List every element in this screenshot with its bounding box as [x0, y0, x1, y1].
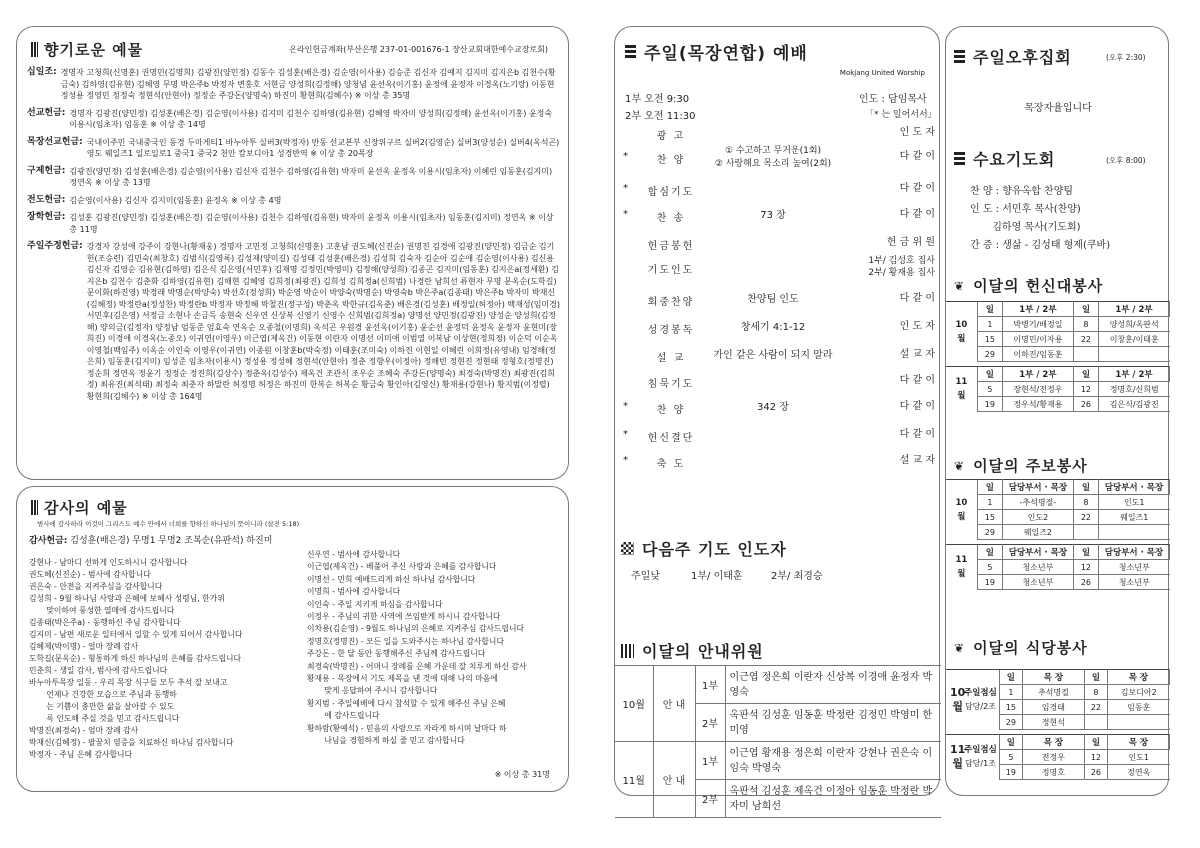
offering-names: 경명자 김광진(양민정) 김성훈(배은경) 김순영(이사용) 김지미 김천수 김하영(김유현) 김혜영 박자미 양성희(김정해) 윤선옥(이기홍) 윤정숙 이용시(임초자) 임동훈 ※ 이상 총 14명	[69, 108, 553, 129]
order-who: 다 같 이	[899, 151, 935, 162]
order-row	[615, 127, 941, 141]
offering-names: 김광진(양민정) 김성훈(배은경) 김순영(이사용) 김신자 김천수 김하영(김유현) 박자미 윤선옥 윤정옥 이용시(임초자) 이혜린 임동훈(김지미) 정연옥 ※ 이상 총 13명	[69, 166, 553, 187]
offerings-title: 향기로운 예물	[31, 39, 143, 60]
offering-names: 김성훈 김광진(양민정) 김성훈(배은경) 김순영(이사용) 김천수 김하영(김유현) 박자미 윤정옥 이용시(임초자) 임동훈(김지미) 정연옥 ※ 이상 총 11명	[69, 213, 554, 234]
meal-month: 11 월	[950, 743, 966, 771]
service-header-cell: 일	[977, 480, 1002, 495]
order-content: 342 장	[757, 402, 789, 413]
order-row	[615, 401, 941, 415]
offering-label: 주일주정헌금:	[27, 241, 83, 251]
service-day: 8	[1073, 495, 1098, 510]
thanks-line: 정명호(정명진) - 모든 일을 도와주시는 하나님 감사합니다	[307, 636, 504, 646]
thanks-total: ※ 이상 총 31명	[494, 770, 550, 779]
meal-sub: 담당/2조	[964, 701, 996, 711]
service-day: 22	[1084, 700, 1107, 715]
guide-names: 이근엽 황재용 정은희 이란자 강현나 권은숙 이임숙 박영숙	[725, 742, 941, 780]
thanks-line: 박정자 - 주님 은혜 감사합니다	[29, 750, 133, 759]
service-table	[946, 301, 1170, 362]
thanks-line: 김혜제(박이명) - 얼마 장례 감사	[29, 642, 139, 651]
order-item: 축 도	[656, 459, 686, 470]
order-who: 다 같 이	[899, 183, 935, 194]
square-bars-icon	[954, 152, 965, 165]
service-name: 정명호	[1022, 765, 1084, 780]
offering-row	[27, 212, 560, 235]
offering-label: 전도헌금:	[27, 194, 66, 205]
order-who: 다 같 이	[899, 429, 935, 440]
service-name	[1107, 715, 1169, 730]
order-row	[615, 183, 941, 197]
order-who: 인 도 자	[899, 321, 935, 332]
thanks-line: 김종태(박은주a) - 동행하신 주님 감사합니다	[29, 618, 181, 627]
guide-part: 1부	[695, 666, 725, 704]
service-row	[946, 560, 1170, 575]
service-day: 5	[999, 750, 1022, 765]
thanks-donors: 감사헌금: 김성훈(배은경) 무명1 무명2 조복순(유판석) 하진미	[29, 536, 273, 546]
worship-subtitle: Mokjang United Worship	[839, 69, 925, 77]
square-bars-icon	[625, 45, 636, 58]
order-who: 다 같 이	[899, 375, 935, 386]
offering-names: 경명자 고청희(신명훈) 권명민(김명희) 김광진(양민정) 김동수 김성훈(배은경) 김순영(이사용) 김승준 김신자 김예지 김지미 김지은b 김천수(황금숙) 김하영(김유현) 김혜영 무명 박은주b 박정자 변홍호 서현금 양성희(김정해) 양청념 윤선옥(이기홍) 윤정애 윤정자 이경옥(노기랑) 이동현 정성용 정영민 정정숙 정현석(안현아) 정정순 주강돈(양명숙) 하진미 황현희(김혜수) ※ 이상 총 35명	[60, 68, 556, 100]
afternoon-note: 목장자율입니다	[1024, 103, 1092, 114]
order-who: 설 교 자	[899, 455, 935, 466]
offering-row	[27, 67, 560, 102]
thanks-line: 권은숙 - 안전을 지켜주심을 감사합니다	[29, 582, 163, 591]
right-panel	[945, 26, 1169, 796]
meal-title: ❦ 이달의 식당봉사	[954, 639, 1088, 657]
thanks-line: 황재용 - 목장에서 기도 제목을 낸 것에 대해 나의 마음에	[307, 674, 498, 684]
meal-tables	[946, 669, 1170, 784]
service-day: 15	[977, 510, 1002, 525]
offering-label: 목장선교헌금:	[27, 136, 83, 147]
guide-names: 옥판석 김성훈 임동훈 박정란 김정민 박영미 한미영	[725, 704, 941, 742]
service-day: 15	[999, 700, 1022, 715]
service-header-cell: 1부 / 2부	[1098, 302, 1169, 317]
order-who: 다 같 이	[899, 209, 935, 220]
service-day: 1	[977, 495, 1002, 510]
order-who: 헌 금 위 원	[886, 237, 935, 248]
service-day: 29	[977, 347, 1002, 362]
guide-month: 11월	[615, 742, 653, 818]
order-item: 찬 양	[656, 155, 686, 166]
order-row	[615, 293, 941, 307]
service-name: 정연옥	[1107, 765, 1169, 780]
thanks-line: 최경숙(박명진) - 어머니 장례를 은혜 가운데 잘 치루게 하신 감사	[307, 661, 527, 671]
order-item: 침묵기도	[647, 379, 695, 390]
service-header-cell: 담당부서 · 목장	[1098, 480, 1169, 495]
service-header-blank: 10 월	[946, 302, 977, 362]
service-name: 청소년부	[1098, 560, 1169, 575]
order-star: *	[623, 209, 628, 220]
order-content: 가인 같은 사람이 되지 말라	[713, 350, 833, 361]
clover-icon: ❦	[954, 458, 966, 473]
guide-month: 10월	[615, 666, 653, 742]
service-day: 12	[1084, 750, 1107, 765]
service-header-cell: 일	[977, 367, 1002, 382]
order-content: 찬양팀 인도	[747, 294, 799, 305]
offering-row	[27, 166, 560, 189]
service-header-cell: 목 장	[1107, 670, 1169, 685]
service-name: 김은식/김광진	[1098, 397, 1169, 412]
order-item: 기도인도	[647, 265, 695, 276]
service-header-blank	[946, 735, 999, 780]
service-day: 26	[1084, 765, 1107, 780]
service-name: 웨일즈2	[1002, 525, 1073, 540]
service-name: 정현석	[1022, 715, 1084, 730]
service-header	[946, 670, 1170, 685]
thanks-line: 박재신(김혜정) - 팔꿈치 염증을 치료하신 하나님 감사합니다	[29, 738, 234, 747]
guide-names: 옥판석 김성훈 제옥건 이정아 임동훈 박정란 박자미 남희선	[725, 780, 941, 818]
service-row	[946, 347, 1170, 362]
service-name: 이명민/이자용	[1002, 332, 1073, 347]
service-header-cell: 일	[999, 670, 1022, 685]
service-name: 청소년부	[1098, 575, 1169, 590]
afternoon-title: 주일오후집회	[954, 45, 1072, 68]
next-first: 1부/ 이태훈	[691, 571, 743, 582]
service-row	[946, 332, 1170, 347]
service-name: 전정우	[1022, 750, 1084, 765]
service-name	[1098, 525, 1169, 540]
order-item: 합심기도	[647, 187, 695, 198]
service-table	[946, 544, 1170, 590]
order-who: 설 교 자	[899, 349, 935, 360]
meal-label: 주일점심	[964, 745, 997, 756]
service-header	[946, 480, 1170, 495]
time-first: 1부 오전 9:30	[625, 94, 690, 105]
volunteer-title: ❦ 이달의 헌신대봉사	[954, 277, 1104, 295]
thanks-line: 언제나 건강한 모습으로 주님과 동행하	[29, 690, 177, 699]
service-row	[946, 382, 1170, 397]
time-second: 2부 오전 11:30	[625, 111, 696, 122]
order-who: 1부/ 김성호 집사 2부/ 황재용 집사	[868, 256, 935, 278]
worship-panel	[614, 26, 940, 812]
service-header-cell: 목 장	[1107, 735, 1169, 750]
thanks-line: 강현나 - 남마디 선하게 인도하시니 감사합니다	[29, 558, 188, 567]
order-row	[615, 349, 941, 363]
service-header	[946, 545, 1170, 560]
service-row	[946, 495, 1170, 510]
thanks-line: 에 감사드립니다	[307, 711, 380, 721]
offering-names: 강경자 강성애 강주이 강현나(황재웅) 경명자 고민정 고청희(신명훈) 고훈남 권도혜(신진순) 권명진 김경애 김광진(양민정) 김금순 김기헌(조승련) 김민숙(최창호) 김범식(김영록) 김성재(양미길) 김성태 김성훈(배은경) 김성희 김숙자 김순아 김순애 김순영(이사용) 김신용 김신자 김영순 김유현(김하영) 김은식 김은영(서민후) 김재명 김정민(박영미) 김정해(양성희) 김종곤 김지미(임동훈) 김지은a(정세환) 김지은b 김천수 김춘화 김하영(김유현) 김해현 김혜영 김희정(최광진) 김희성 김희정a(신희범) 나경란 남희선 류현자 무명 문옥순(도학길) 문이화(하진영) 박경래 박명순(박양숙) 박선호(정성희) 박순영 박순이 박양숙(박명순) 박영숙b 박은주a(김종태) 박은주b 박자미 박재신(김혜정) 박정란a(정성찬) 박정란b 박정자 박정혜 박철진(정구성) 박춘옥 박한규(김옥춘) 배은경(김성훈) 배정일(허정아) 백재성(임미경) 서민후(김은영) 서정금 소현나 손금득 송현숙 신우연 신상복 신영기 신영수 신희범(김희정a) 양명선 양민정(김광진) 양성순 양성희(김정해) 양의금(김정자) 양정남 엄동준 엄효숙 연옥순 오종철(이명희) 옥석곤 우원경 윤선옥(이기홍) 윤순선 윤정덕 윤정옥 윤정자 윤현미(장희진) 이경애 이경옥(노종오) 이귀연(이영우) 이근엽(제옥건) 이동현 이란자 이명선 이미애 이범열 이복남 이상현(정희정) 이순덕 이순옥 이영철(백임주) 이옥순 이인숙 이영우(이귀연) 이종원 이창훈b(박숙정) 이태훈(조미숙) 이하진 이현일 이혜린 이희정(유영내) 임경해(정은희) 임동훈(김지미) 임성준 임초자(이용시) 정성용 정성혜 정현석(안현아) 정춘 정향우(이정아) 정해빈 정현진 정현태 정형호(정명진) 정순희 정연옥 정윤기 정정순 정진희(김상수) 정춘옥(김성수) 제옥건 조관식 조우순 조혜숙 주강돈(양명숙) 최경숙(박명진) 최광진(김희정) 최유진(최석태) 최정숙 최춘자 하말란 허정명 허정은 하진미 한복순 허복순 황금숙 황인아(김영신) 황재용(강현나) 황지범(이정렬) 황현희(김혜수) ※ 이상 총 164명	[86, 242, 560, 401]
leader-label: 인도 : 담임목사	[859, 94, 927, 105]
service-header-cell: 담당부서 · 목장	[1002, 480, 1073, 495]
service-row	[946, 525, 1170, 540]
service-header-cell: 일	[1073, 302, 1098, 317]
service-day: 29	[977, 525, 1002, 540]
order-item: 찬 송	[656, 213, 686, 224]
order-item: 찬 양	[656, 405, 686, 416]
thanks-line: 이인숙 - 주일 지키게 하심을 감사합니다	[307, 599, 443, 609]
offering-label: 구제헌금:	[27, 165, 66, 176]
order-row	[615, 429, 941, 443]
service-day: 19	[999, 765, 1022, 780]
order-who: 인 도 자	[899, 127, 935, 138]
service-name: 임동훈	[1107, 700, 1169, 715]
service-row	[946, 317, 1170, 332]
service-row	[946, 510, 1170, 525]
order-row	[615, 455, 941, 469]
thanks-line: 김지미 - 남편 새로운 일터에서 일할 수 있게 되어서 감사합니다	[29, 630, 243, 639]
order-item: 헌신결단	[647, 433, 695, 444]
afternoon-time: (오후 2:30)	[1106, 53, 1146, 62]
service-name: 정명호/신희범	[1098, 382, 1169, 397]
service-day: 1	[977, 317, 1002, 332]
service-day: 12	[1073, 560, 1098, 575]
order-row	[615, 146, 941, 169]
service-row	[946, 397, 1170, 412]
service-day: 5	[977, 382, 1002, 397]
bulletin-tables	[946, 479, 1170, 594]
service-name: 청소년부	[1002, 560, 1073, 575]
thanks-column-right	[307, 549, 565, 748]
order-row	[615, 375, 941, 389]
thanks-line: 이명선 - 민희 예배드리게 하신 하나님 감사합니다	[307, 574, 476, 584]
service-header-blank: 10 월	[946, 480, 977, 540]
service-header-cell: 일	[999, 735, 1022, 750]
service-day: 22	[1073, 332, 1098, 347]
guide-part: 2부	[695, 704, 725, 742]
service-day: 8	[1084, 685, 1107, 700]
bars-icon	[31, 500, 38, 515]
thanks-line: 이정우 - 주님의 귀한 사역에 쓰임받게 하시니 감사합니다	[307, 612, 501, 622]
service-day: 19	[977, 575, 1002, 590]
offering-list	[27, 67, 560, 408]
order-row	[615, 321, 941, 335]
service-name: 이창훈/이태훈	[1098, 332, 1169, 347]
service-day: 26	[1073, 397, 1098, 412]
offering-label: 장학헌금:	[27, 212, 66, 222]
service-name: 청소년부	[1002, 575, 1073, 590]
order-who: 다 같 이	[899, 401, 935, 412]
next-prayer-title: 다음주 기도 인도자	[621, 537, 787, 560]
wednesday-line: 인 도 : 서민후 목사(찬양)	[970, 204, 1081, 215]
offering-label: 선교헌금:	[27, 107, 66, 118]
order-content: 창세기 4:1-12	[740, 322, 806, 333]
offering-row	[27, 241, 560, 402]
service-header	[946, 367, 1170, 382]
service-header-cell: 1부 / 2부	[1002, 302, 1073, 317]
service-name: 정우석/황재용	[1002, 397, 1073, 412]
service-header-blank	[946, 670, 999, 730]
service-name: 김보디아2	[1107, 685, 1169, 700]
thanks-line: 도학길(문옥순) - 형통하게 하신 하나님의 은혜를 감사드립니다	[29, 654, 242, 663]
thanks-line: 황지범 - 주일예배에 다시 참석할 수 있게 해주신 주님 은혜	[307, 698, 506, 708]
service-day: 15	[977, 332, 1002, 347]
offering-names: 김순영(이사용) 김신자 김지미(임동훈) 윤정옥 ※ 이상 총 4명	[69, 195, 282, 205]
service-row	[946, 575, 1170, 590]
service-table	[946, 734, 1170, 780]
service-header-cell: 담당부서 · 목장	[1002, 545, 1073, 560]
order-item: 광 고	[656, 131, 686, 142]
service-day	[1084, 715, 1107, 730]
service-header	[946, 735, 1170, 750]
service-header-cell: 일	[1073, 545, 1098, 560]
wednesday-line: 간 증 : 생삶 - 김성태 형제(쿠바)	[970, 240, 1111, 251]
next-day: 주일낮	[631, 571, 660, 582]
bars-icon	[31, 42, 38, 57]
next-second: 2부/ 최경승	[771, 571, 823, 582]
service-name: 이하진/임동훈	[1002, 347, 1073, 362]
offering-row	[27, 108, 560, 131]
order-item: 성경봉독	[647, 325, 695, 336]
thanks-title: 감사의 예물	[31, 497, 128, 518]
order-content: ① 수고하고 무거운(1회) ② 사랑해요 목소리 높여(2회)	[714, 146, 832, 169]
online-account: 온라인헌금계좌(부산은행 237-01-001676-1 장산교회대한예수교장로회)	[289, 45, 548, 54]
service-day: 22	[1073, 510, 1098, 525]
service-header-cell: 일	[1084, 670, 1107, 685]
order-star: *	[623, 429, 628, 440]
service-name: 박병기/배정일	[1002, 317, 1073, 332]
service-name: 웨일즈1	[1098, 510, 1169, 525]
thanks-line: 주강돈 - 한 달 동안 동행해주신 주님께 감사드립니다	[307, 649, 486, 659]
wednesday-time: (오후 8:00)	[1106, 156, 1146, 165]
thanks-line: 맞게 응답하여 주시니 감사합니다	[307, 686, 438, 696]
guide-type: 안 내	[653, 742, 695, 818]
meal-label: 주일점심	[964, 687, 997, 698]
service-table	[946, 669, 1170, 730]
guide-title: 이달의 안내위원	[621, 639, 764, 662]
service-header	[946, 302, 1170, 317]
thanks-line: 권도혜(신진순) - 범사에 감사합니다	[29, 570, 151, 579]
square-bars-icon	[954, 50, 965, 63]
stand-note: 「* 는 일어서서」	[865, 110, 937, 120]
clover-icon: ❦	[954, 640, 966, 655]
service-day: 5	[977, 560, 1002, 575]
wednesday-title: 수요기도회	[954, 147, 1055, 170]
wednesday-line: 찬 양 : 향유옥합 찬양팀	[970, 186, 1074, 197]
order-row	[615, 237, 941, 251]
service-day	[1073, 525, 1098, 540]
clover-icon: ❦	[954, 278, 966, 293]
service-name: 양성희/옥판석	[1098, 317, 1169, 332]
service-header-cell: 일	[977, 545, 1002, 560]
guide-type: 안 내	[653, 666, 695, 742]
service-day: 26	[1073, 575, 1098, 590]
offering-names: 국내이주민 국내중국인 동경 두마게티1 바누아투 실버3(박정자) 반동 선교본부 신장위구르 실버2(김영순) 실버3(양성순) 실버4(옥석곤) 영도 웨일즈1 일로일로1 중국1 중국2 천안 캄보디아1 성경반역 ※ 이상 총 20목장	[86, 137, 560, 158]
thanks-line: 맞이하여 풍성한 열매에 감사드립니다	[29, 606, 175, 615]
service-name: 추석명절	[1022, 685, 1084, 700]
guide-part: 2부	[695, 780, 725, 818]
thanks-panel	[16, 486, 569, 792]
service-name: 장현석/전정우	[1002, 382, 1073, 397]
offering-label: 십일조:	[27, 67, 57, 77]
order-star: *	[623, 151, 628, 162]
thanks-line: 는 기쁨이 충만한 삶을 살아갈 수 있도	[29, 702, 175, 711]
meal-month: 10 월	[950, 685, 966, 713]
service-header-cell: 일	[1073, 367, 1098, 382]
service-header-cell: 1부 / 2부	[1002, 367, 1073, 382]
order-item: 회중찬양	[647, 297, 695, 308]
service-day: 1	[999, 685, 1022, 700]
guide-names: 이근엽 정은희 이란자 신상복 이경애 윤정자 박영숙	[725, 666, 941, 704]
service-name	[1098, 347, 1169, 362]
service-name: 임경태	[1022, 700, 1084, 715]
guide-part: 1부	[695, 742, 725, 780]
thanks-line: 록 인도해 주실 것을 믿고 감사드립니다	[29, 714, 180, 723]
service-header-cell: 담당부서 · 목장	[1098, 545, 1169, 560]
service-name: 인도1	[1098, 495, 1169, 510]
order-row	[615, 256, 941, 278]
service-day: 12	[1073, 382, 1098, 397]
service-name: 인도2	[1002, 510, 1073, 525]
order-star: *	[623, 401, 628, 412]
wednesday-line: 김하영 목사(기도회)	[970, 222, 1081, 233]
guide-table	[615, 665, 941, 818]
thanks-verse: 범사에 감사하라 이것이 그리스도 예수 안에서 너희를 향하신 하나님의 뜻이니라 (살전 5:18)	[37, 520, 300, 528]
service-header-cell: 목 장	[1022, 670, 1084, 685]
service-table	[946, 479, 1170, 540]
service-header-cell: 1부 / 2부	[1098, 367, 1169, 382]
service-header-blank: 11 월	[946, 545, 977, 590]
order-item: 헌금봉헌	[647, 241, 695, 252]
service-day	[1073, 347, 1098, 362]
service-header-cell: 목 장	[1022, 735, 1084, 750]
service-header-cell: 일	[977, 302, 1002, 317]
bulletin-title: ❦ 이달의 주보봉사	[954, 457, 1088, 475]
service-header-cell: 일	[1084, 735, 1107, 750]
service-header-blank: 11 월	[946, 367, 977, 412]
worship-title: 주일(목장연합) 예배	[625, 39, 808, 64]
service-day: 8	[1073, 317, 1098, 332]
service-name: -추석명절-	[1002, 495, 1073, 510]
service-table	[946, 366, 1170, 412]
bars-icon	[621, 644, 634, 658]
volunteer-tables	[946, 301, 1170, 416]
thanks-line: 신우연 - 범사에 감사합니다	[307, 550, 401, 559]
order-of-worship	[615, 127, 941, 477]
service-name: 인도1	[1107, 750, 1169, 765]
thanks-line: 박명진(최경숙) - 엄마 장례 감사	[29, 726, 139, 735]
guide-row	[615, 742, 941, 780]
guide-row	[615, 666, 941, 704]
order-row	[615, 209, 941, 223]
service-header-cell: 일	[1073, 480, 1098, 495]
thanks-line: 이명희 - 범사에 감사합니다	[307, 587, 401, 597]
service-day: 29	[999, 715, 1022, 730]
order-star: *	[623, 183, 628, 194]
order-item: 설 교	[656, 353, 686, 364]
offering-row	[27, 195, 560, 207]
thanks-line: 이근엽(제옥건) - 베풀어 주신 사랑과 은혜를 감사합니다	[307, 562, 497, 572]
thanks-line: 이차용(김순영) - 9월도 하나님의 은혜로 지켜주심 감사드립니다	[307, 624, 525, 634]
order-star: *	[623, 455, 628, 466]
thanks-line: 나님을 경험하게 하실 줄 믿고 감사합니다	[307, 736, 465, 746]
service-day: 19	[977, 397, 1002, 412]
thanks-line: 바누아투목장 일동 - 우리 목장 식구들 모두 추석 잘 보내고	[29, 678, 228, 687]
order-content: 73 장	[760, 210, 786, 221]
offerings-panel	[16, 26, 569, 480]
thanks-column-left	[29, 557, 299, 761]
offering-row	[27, 137, 560, 160]
thanks-line: 김성희 - 9월 하나님 사랑과 은혜에 보혜사 성령님, 한가위	[29, 594, 225, 603]
thanks-line: 민춘희 - 생일 감사, 범사에 감사드립니다	[29, 666, 168, 675]
meal-sub: 담당/1조	[964, 759, 996, 769]
thanks-line: 황하람(황예석) - 믿음의 사람으로 자라게 하시며 날마다 하	[307, 723, 507, 733]
order-who: 다 같 이	[899, 293, 935, 304]
checker-icon	[621, 542, 634, 555]
wednesday-info	[970, 183, 1110, 255]
